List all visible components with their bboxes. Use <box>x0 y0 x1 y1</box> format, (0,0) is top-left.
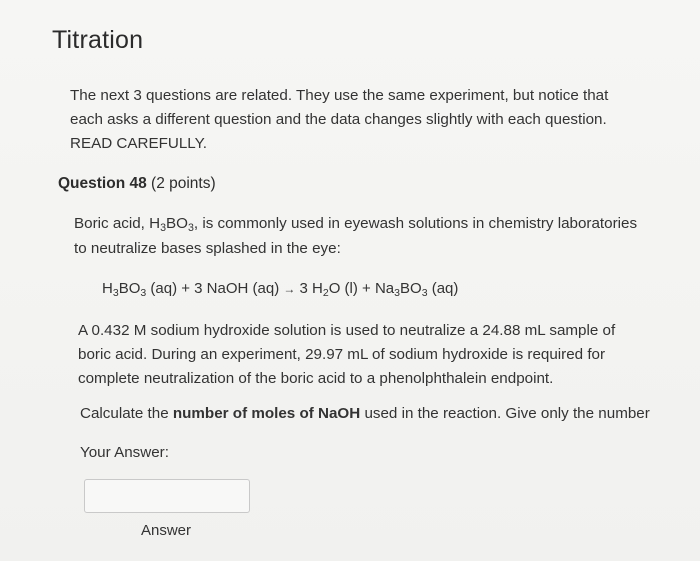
eq-text: BO <box>400 280 422 297</box>
text-boric-acid: Boric acid, H <box>74 215 161 232</box>
answer-caption: Answer <box>141 522 192 539</box>
chemical-equation <box>102 280 458 297</box>
question-points: (2 points) <box>151 175 216 192</box>
intro-line-2: each asks a different question and the data changes slightly with each question. <box>70 111 607 128</box>
question-prompt <box>80 405 690 422</box>
eq-text: (aq) <box>427 280 459 297</box>
question-header <box>58 175 216 193</box>
question-body-line-1 <box>74 211 684 236</box>
question-body <box>74 211 684 261</box>
page-title: Titration <box>52 26 144 54</box>
prompt-emphasis: number of moles of NaOH <box>172 405 361 422</box>
question-paragraph <box>78 319 678 391</box>
subscript: 3 <box>394 287 400 299</box>
paragraph-line-1: A 0.432 M sodium hydroxide solution is used to neutralize a 24.88 mL sample of <box>78 322 616 339</box>
eq-text: 3 H <box>295 280 323 297</box>
eq-text: BO <box>118 280 141 297</box>
your-answer-label: Your Answer: <box>80 444 169 461</box>
intro-line-3: READ CAREFULLY. <box>70 135 208 152</box>
question-number: Question 48 <box>58 175 147 192</box>
text-bo: BO <box>166 215 188 232</box>
text-body-rest: , is commonly used in eyewash solutions in chemistry laboratories <box>193 215 638 232</box>
eq-text: (aq) + 3 NaOH (aq) <box>146 280 284 297</box>
answer-input[interactable] <box>84 479 250 513</box>
paragraph-line-3: complete neutralization of the boric acid to a phenolphthalein endpoint. <box>78 370 554 387</box>
question-body-line-2: to neutralize bases splashed in the eye: <box>74 240 341 257</box>
eq-text: O (l) + Na <box>328 280 395 297</box>
paragraph-line-2: boric acid. During an experiment, 29.97 mL of sodium hydroxide is required for <box>78 346 606 363</box>
subscript: 3 <box>160 222 167 234</box>
subscript: 3 <box>112 287 119 299</box>
intro-text <box>70 84 670 156</box>
subscript: 3 <box>421 287 428 299</box>
subscript: 2 <box>322 287 329 299</box>
prompt-text: used in the reaction. Give only the number <box>360 405 650 422</box>
prompt-text: Calculate the <box>80 405 173 422</box>
subscript: 3 <box>140 287 147 299</box>
subscript: 3 <box>187 222 194 234</box>
reaction-arrow-icon: → <box>283 282 296 296</box>
intro-line-1: The next 3 questions are related. They use the same experiment, but notice that <box>70 87 609 104</box>
eq-text: H <box>102 280 113 297</box>
